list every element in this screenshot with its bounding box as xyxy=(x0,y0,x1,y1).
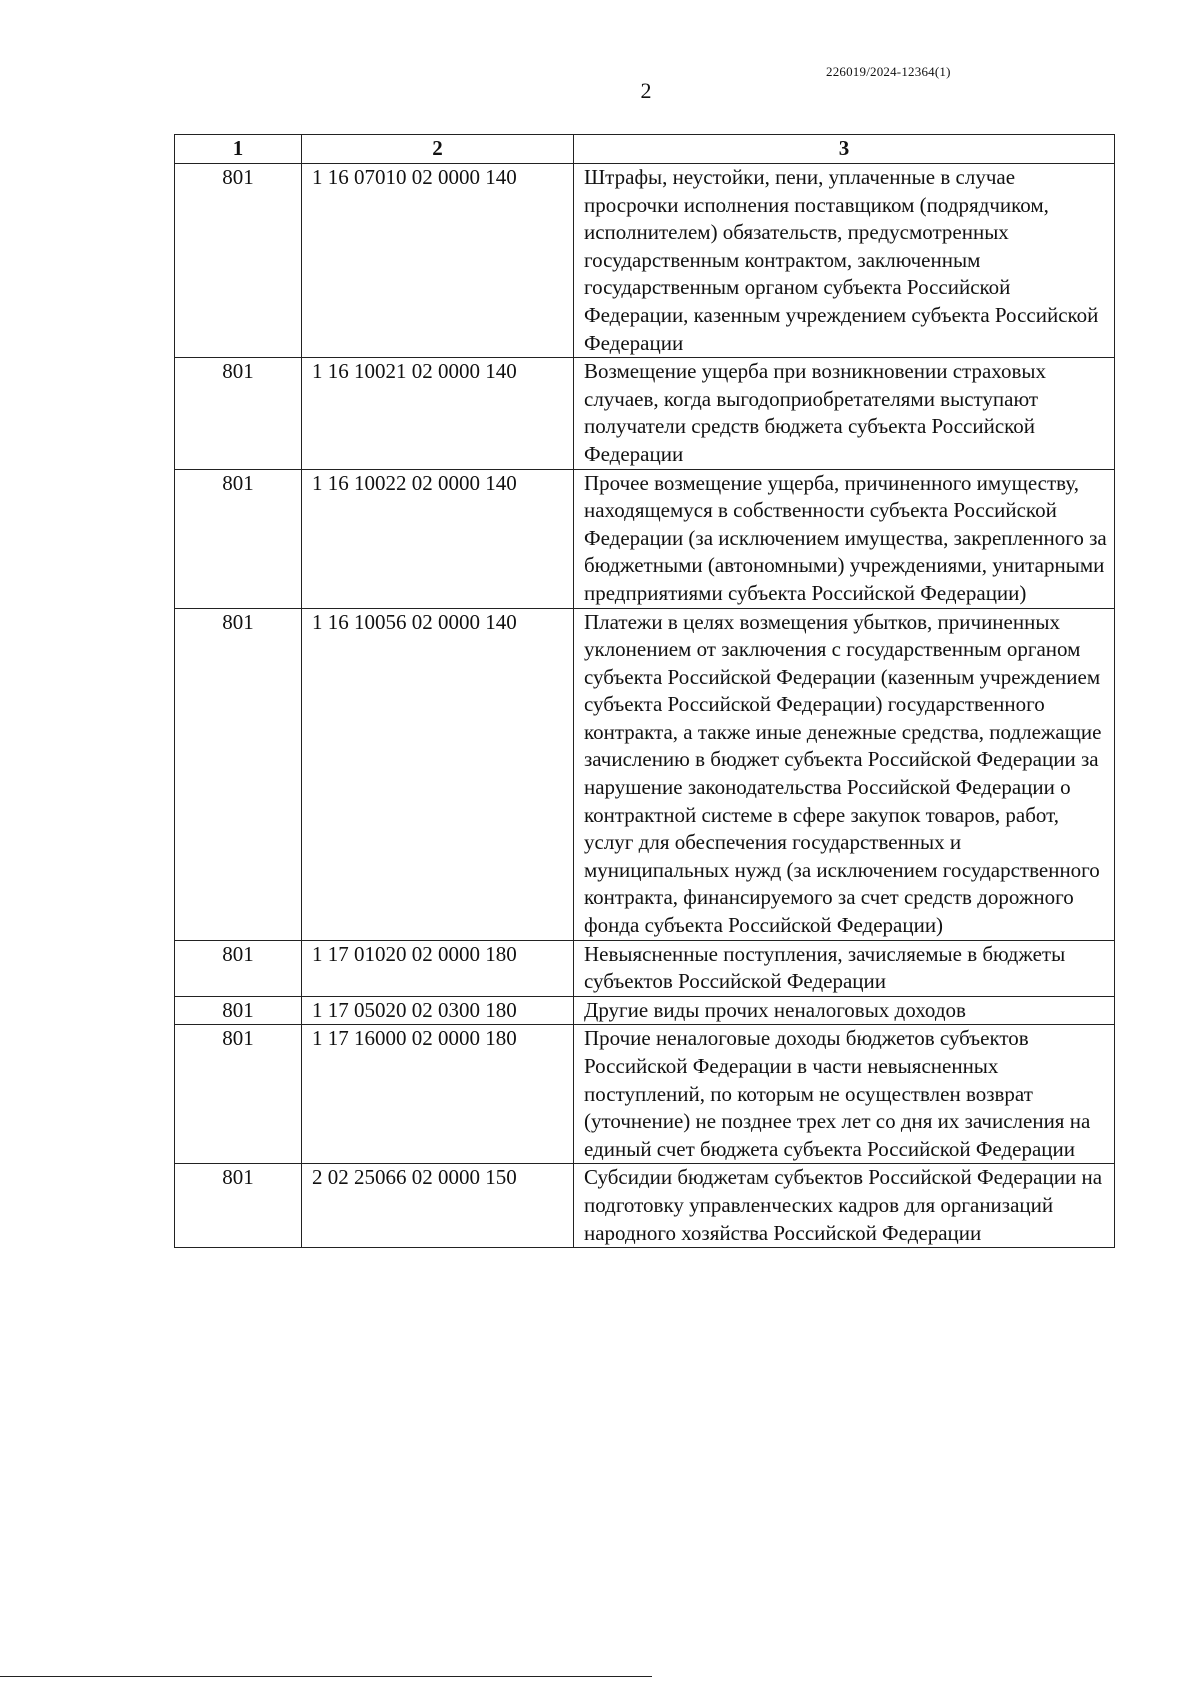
table-header-row xyxy=(175,135,1115,164)
column-header-1: 1 xyxy=(175,135,302,164)
budget-classification-code-cell: 1 16 10021 02 0000 140 xyxy=(302,358,574,469)
budget-classification-code-cell: 1 16 10056 02 0000 140 xyxy=(302,608,574,940)
revenue-description-cell: Прочее возмещение ущерба, причиненного имуществу, находящемуся в собственности субъекта Российской Федерации (за исключением имущества, закрепленного за бюджетными (автономными) учреждениями, унитарными предприятиями субъекта Российской Федерации) xyxy=(574,469,1115,608)
admin-code-cell: 801 xyxy=(175,164,302,358)
bottom-divider-line xyxy=(0,1676,652,1677)
table-row xyxy=(175,358,1115,469)
page-number-text: 2 xyxy=(640,78,652,103)
budget-classification-code-cell: 1 17 16000 02 0000 180 xyxy=(302,1025,574,1164)
budget-classification-code-cell: 2 02 25066 02 0000 150 xyxy=(302,1164,574,1248)
table-row xyxy=(175,608,1115,940)
page-number xyxy=(0,78,1200,104)
column-header-3: 3 xyxy=(574,135,1115,164)
revenue-codes-table xyxy=(174,134,1115,1248)
admin-code-cell: 801 xyxy=(175,1164,302,1248)
table-row xyxy=(175,940,1115,996)
revenue-description-cell: Платежи в целях возмещения убытков, причиненных уклонением от заключения с государственным органом субъекта Российской Федерации (казенным учреждением субъекта Российской Федерации) государственного контракта, а также иные денежные средства, подлежащие зачислению в бюджет субъекта Российской Федерации за нарушение законодательства Российской Федерации о контрактной системе в сфере закупок товаров, работ, услуг для обеспечения государственных и муниципальных нужд (за исключением государственного контракта, финансируемого за счет средств дорожного фонда субъекта Российской Федерации) xyxy=(574,608,1115,940)
budget-classification-code-cell: 1 17 05020 02 0300 180 xyxy=(302,996,574,1025)
table-row xyxy=(175,1025,1115,1164)
revenue-description-cell: Возмещение ущерба при возникновении страховых случаев, когда выгодоприобретателями выступают получатели средств бюджета субъекта Российской Федерации xyxy=(574,358,1115,469)
admin-code-cell: 801 xyxy=(175,1025,302,1164)
table-row xyxy=(175,996,1115,1025)
revenue-description-cell: Субсидии бюджетам субъектов Российской Федерации на подготовку управленческих кадров для организаций народного хозяйства Российской Федерации xyxy=(574,1164,1115,1248)
admin-code-cell: 801 xyxy=(175,940,302,996)
table-row xyxy=(175,164,1115,358)
budget-classification-code-cell: 1 17 01020 02 0000 180 xyxy=(302,940,574,996)
admin-code-cell: 801 xyxy=(175,608,302,940)
revenue-description-cell: Невыясненные поступления, зачисляемые в бюджеты субъектов Российской Федерации xyxy=(574,940,1115,996)
budget-classification-code-cell: 1 16 10022 02 0000 140 xyxy=(302,469,574,608)
table-row xyxy=(175,469,1115,608)
column-header-2: 2 xyxy=(302,135,574,164)
table-row xyxy=(175,1164,1115,1248)
admin-code-cell: 801 xyxy=(175,469,302,608)
admin-code-cell: 801 xyxy=(175,358,302,469)
admin-code-cell: 801 xyxy=(175,996,302,1025)
revenue-description-cell: Прочие неналоговые доходы бюджетов субъектов Российской Федерации в части невыясненных поступлений, по которым не осуществлен возврат (уточнение) не позднее трех лет со дня их зачисления на единый счет бюджета субъекта Российской Федерации xyxy=(574,1025,1115,1164)
document-registration-number: 226019/2024-12364(1) xyxy=(826,64,951,79)
revenue-description-cell: Другие виды прочих неналоговых доходов xyxy=(574,996,1115,1025)
budget-classification-code-cell: 1 16 07010 02 0000 140 xyxy=(302,164,574,358)
revenue-description-cell: Штрафы, неустойки, пени, уплаченные в случае просрочки исполнения поставщиком (подрядчиком, исполнителем) обязательств, предусмотренных государственным контрактом, заключенным государственным органом субъекта Российской Федерации, казенным учреждением субъекта Российской Федерации xyxy=(574,164,1115,358)
